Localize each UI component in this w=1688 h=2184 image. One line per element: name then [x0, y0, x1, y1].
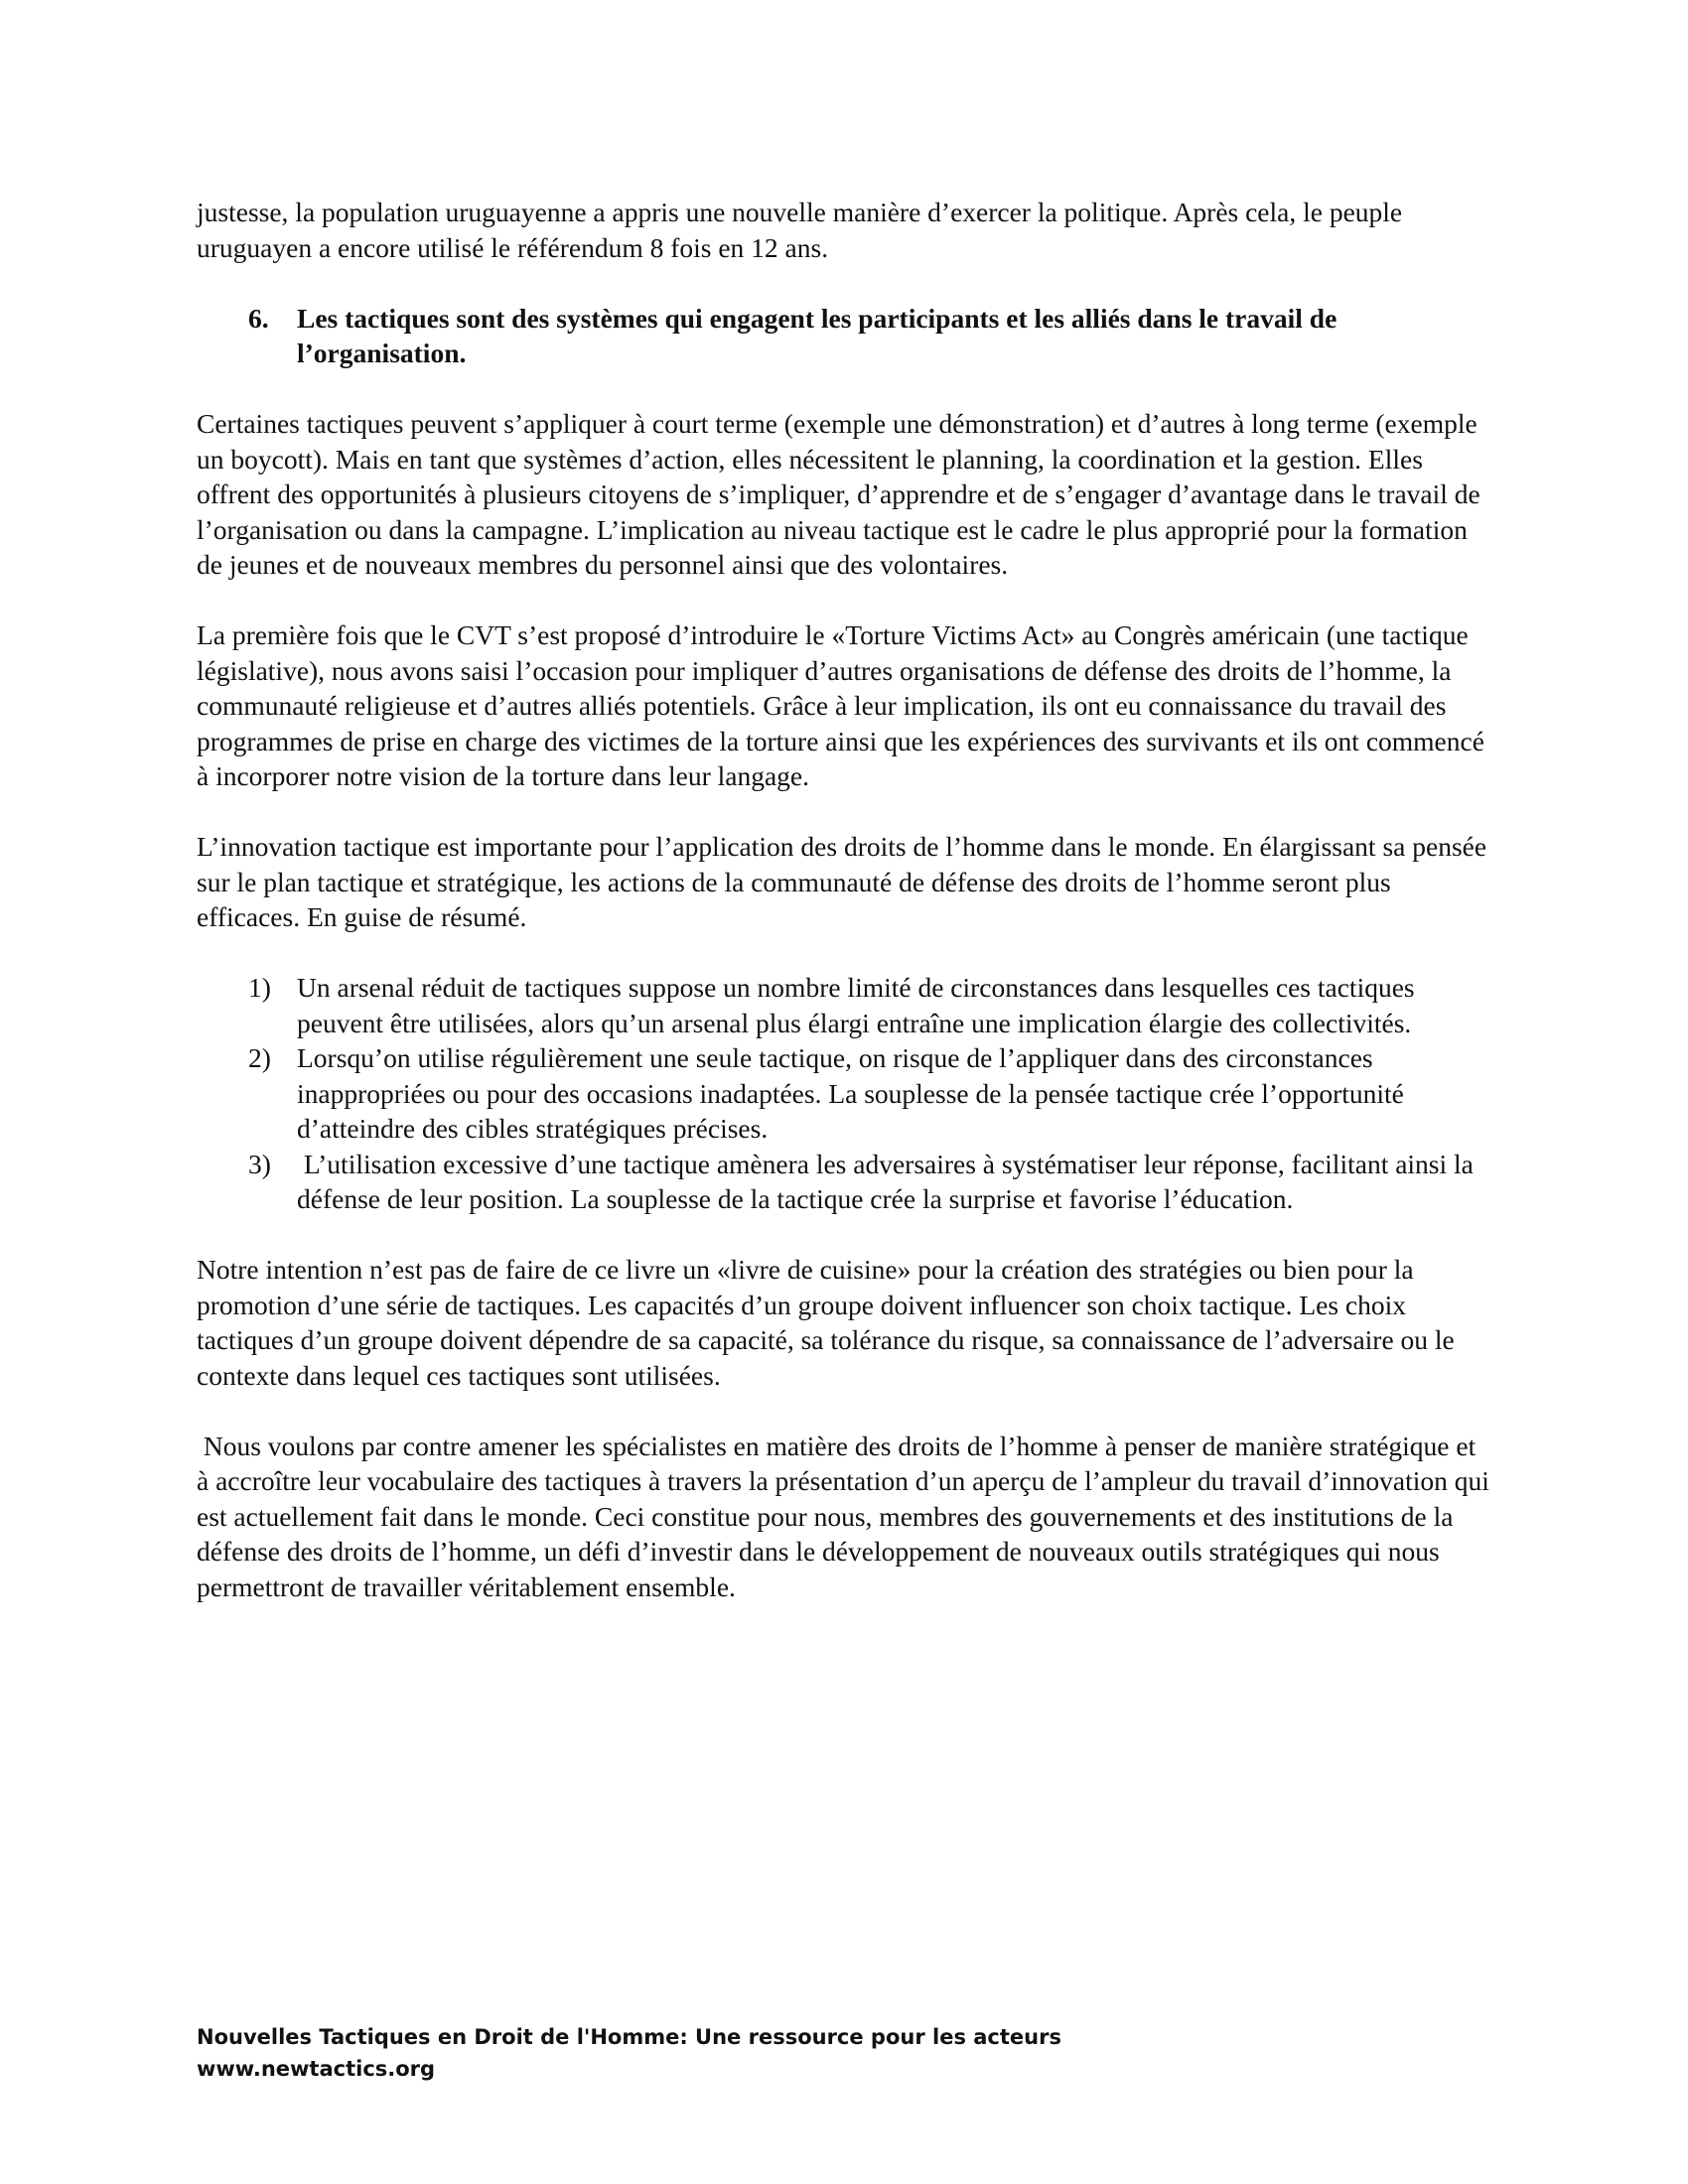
- footer-title: Nouvelles Tactiques en Droit de l'Homme: Une ressource pour les acteurs: [197, 2025, 1061, 2049]
- paragraph: Notre intention n’est pas de faire de ce livre un «livre de cuisine» pour la création des stratégies ou bien pour la promotion d’une série de tactiques. Les capacités d’un groupe doivent influencer son choix tactique. Les choix tactiques d’un groupe doivent dépendre de sa capacité, sa tolérance du risque, sa connaissance de l’adversaire ou le contexte dans lequel ces tactiques sont utilisées.: [197, 1254, 1455, 1391]
- paragraph: L’innovation tactique est importante pour l’application des droits de l’homme dans le monde. En élargissant sa pensée sur le plan tactique et stratégique, les actions de la communauté de défense des droits de l’homme seront plus efficaces. En guise de résumé.: [197, 831, 1487, 932]
- list-item: [248, 1147, 1492, 1217]
- list-item-text: Lorsqu’on utilise régulièrement une seule tactique, on risque de l’appliquer dans des circonstances inappropriées ou pour des occasions inadaptées. La souplesse de la pensée tactique crée l’opportunité d’atteindre des cibles stratégiques précises.: [297, 1042, 1404, 1144]
- section-heading-text: Les tactiques sont des systèmes qui engagent les participants et les alliés dans le travail de l’organisation.: [297, 302, 1337, 368]
- list-item: [248, 1040, 1492, 1147]
- list-item-text: L’utilisation excessive d’une tactique amènera les adversaires à systématiser leur réponse, facilitant ainsi la défense de leur position. La souplesse de la tactique crée la surprise et favorise l’éducation.: [297, 1148, 1480, 1214]
- list-item-marker: 3): [248, 1148, 271, 1179]
- paragraph: Certaines tactiques peuvent s’appliquer à court terme (exemple une démonstration) et d’autres à long terme (exemple un boycott). Mais en tant que systèmes d’action, elles nécessitent le planning, la coordination et la gestion. Elles offrent des opportunités à plusieurs citoyens de s’impliquer, d’apprendre et de s’engager d’avantage dans le travail de l’organisation ou dans la campagne. L’implication au niveau tactique est le cadre le plus approprié pour la formation de jeunes et de nouveaux membres du personnel ainsi que des volontaires.: [197, 408, 1480, 580]
- paragraph-continued: justesse, la population uruguayenne a appris une nouvelle manière d’exercer la politique. Après cela, le peuple uruguayen a encore utilisé le référendum 8 fois en 12 ans.: [197, 197, 1403, 263]
- list-item-marker: 1): [248, 972, 271, 1003]
- footer-url: www.newtactics.org: [197, 2057, 436, 2081]
- section-heading: [248, 301, 1492, 371]
- list-item-marker: 2): [248, 1042, 271, 1073]
- page-body: [197, 195, 1496, 1640]
- summary-list: [248, 970, 1492, 1217]
- section-heading-number: 6.: [248, 302, 269, 334]
- list-item: [248, 970, 1492, 1040]
- list-item-text: Un arsenal réduit de tactiques suppose un nombre limité de circonstances dans lesquelles ces tactiques peuvent être utilisées, alors qu’un arsenal plus élargi entraîne une implication élargie des collectivités.: [297, 972, 1415, 1038]
- page-footer: [197, 2021, 1061, 2085]
- paragraph: Nous voulons par contre amener les spécialistes en matière des droits de l’homme à penser de manière stratégique et à accroître leur vocabulaire des tactiques à travers la présentation d’un aperçu de l’ampleur du travail d’innovation qui est actuellement fait dans le monde. Ceci constitue pour nous, membres des gouvernements et des institutions de la défense des droits de l’homme, un défi d’investir dans le développement de nouveaux outils stratégiques qui nous permettront de travailler véritablement ensemble.: [197, 1430, 1496, 1602]
- paragraph: La première fois que le CVT s’est proposé d’introduire le «Torture Victims Act» au Congrès américain (une tactique législative), nous avons saisi l’occasion pour impliquer d’autres organisations de défense des droits de l’homme, la communauté religieuse et d’autres alliés potentiels. Grâce à leur implication, ils ont eu connaissance du travail des programmes de prise en charge des victimes de la torture ainsi que les expériences des survivants et ils ont commencé à incorporer notre vision de la torture dans leur langage.: [197, 619, 1484, 791]
